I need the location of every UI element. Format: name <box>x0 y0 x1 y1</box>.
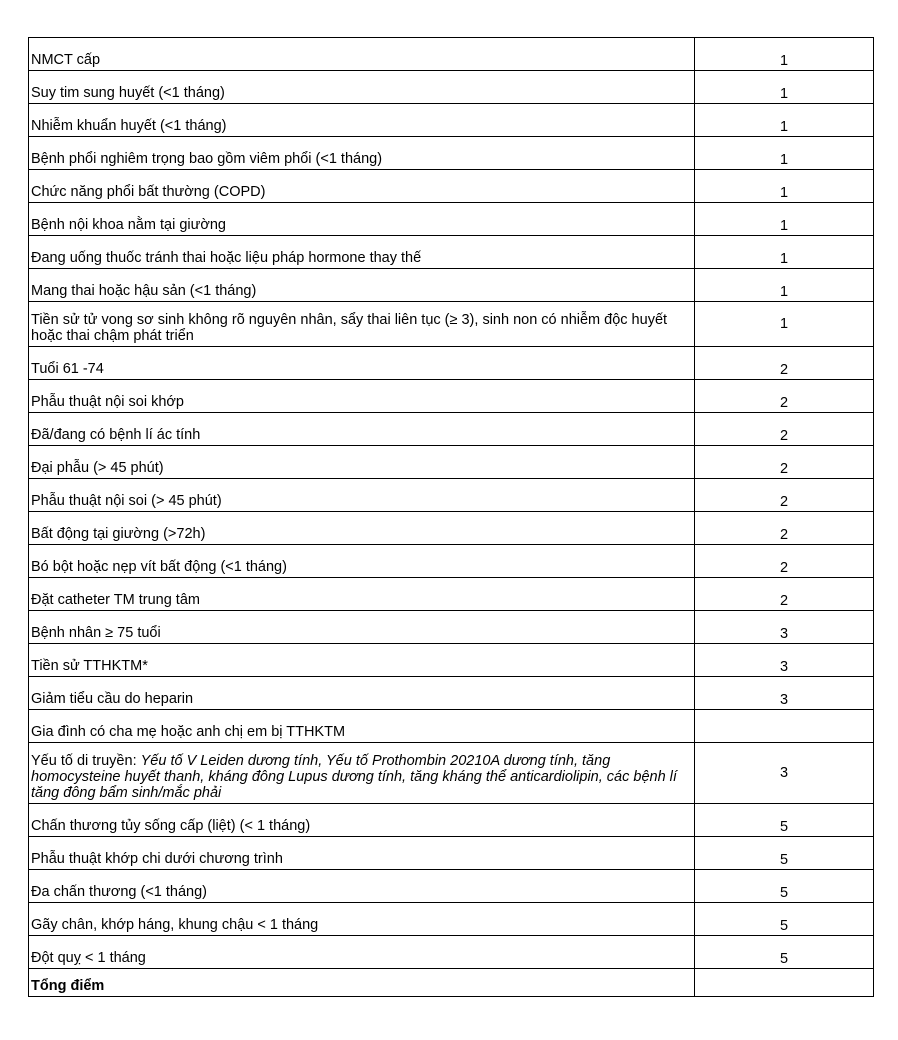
row-score: 1 <box>695 203 874 236</box>
row-score: 5 <box>695 903 874 936</box>
row-score: 2 <box>695 446 874 479</box>
row-label: Bó bột hoặc nẹp vít bất động (<1 tháng) <box>29 545 695 578</box>
row-label-genetic <box>29 743 695 804</box>
table-row <box>29 446 874 479</box>
table-row <box>29 837 874 870</box>
row-score: 5 <box>695 837 874 870</box>
table-row <box>29 104 874 137</box>
table-row <box>29 203 874 236</box>
row-label: Bất động tại giường (>72h) <box>29 512 695 545</box>
table-row <box>29 677 874 710</box>
row-label: Bệnh nội khoa nằm tại giường <box>29 203 695 236</box>
table-row <box>29 870 874 903</box>
row-label: Đột quỵ < 1 tháng <box>29 936 695 969</box>
row-label: Phẫu thuật nội soi khớp <box>29 380 695 413</box>
row-score: 3 <box>695 611 874 644</box>
row-label: Đặt catheter TM trung tâm <box>29 578 695 611</box>
row-label: Phẫu thuật nội soi (> 45 phút) <box>29 479 695 512</box>
row-score: 5 <box>695 870 874 903</box>
table-row <box>29 170 874 203</box>
row-label: Nhiễm khuẩn huyết (<1 tháng) <box>29 104 695 137</box>
table-row <box>29 236 874 269</box>
total-score <box>695 969 874 997</box>
row-score: 2 <box>695 413 874 446</box>
table-row <box>29 611 874 644</box>
row-score: 2 <box>695 347 874 380</box>
table-row-genetic <box>29 743 874 804</box>
table-row <box>29 38 874 71</box>
table-row <box>29 936 874 969</box>
row-score: 1 <box>695 71 874 104</box>
table-row <box>29 380 874 413</box>
row-label: Đã/đang có bệnh lí ác tính <box>29 413 695 446</box>
risk-score-table-body <box>29 38 874 997</box>
risk-score-table <box>28 37 874 997</box>
row-label: Đại phẫu (> 45 phút) <box>29 446 695 479</box>
row-label: Tuổi 61 -74 <box>29 347 695 380</box>
row-label: Chấn thương tủy sống cấp (liệt) (< 1 tháng) <box>29 804 695 837</box>
row-label: Suy tim sung huyết (<1 tháng) <box>29 71 695 104</box>
row-score: 2 <box>695 512 874 545</box>
row-label: Bệnh nhân ≥ 75 tuổi <box>29 611 695 644</box>
row-score: 5 <box>695 804 874 837</box>
row-score: 2 <box>695 545 874 578</box>
genetic-details: Yếu tố V Leiden dương tính, Yếu tố Prothombin 20210A dương tính, tăng homocysteine huyết thanh, kháng đông Lupus dương tính, tăng kháng thể anticardiolipin, các bệnh lí tăng đông bẩm sinh/mắc phải <box>31 753 677 801</box>
row-score: 1 <box>695 302 874 347</box>
table-row <box>29 71 874 104</box>
table-row-total <box>29 969 874 997</box>
table-row <box>29 137 874 170</box>
table-row <box>29 903 874 936</box>
row-score: 2 <box>695 578 874 611</box>
table-row <box>29 347 874 380</box>
table-row <box>29 644 874 677</box>
row-score: 3 <box>695 644 874 677</box>
row-score: 3 <box>695 677 874 710</box>
row-score-genetic: 3 <box>695 743 874 804</box>
row-label: Giảm tiểu cầu do heparin <box>29 677 695 710</box>
row-label: Tiền sử TTHKTM* <box>29 644 695 677</box>
row-score: 2 <box>695 380 874 413</box>
row-score: 1 <box>695 104 874 137</box>
row-score: 1 <box>695 170 874 203</box>
total-label: Tổng điểm <box>29 969 695 997</box>
row-label: Bệnh phổi nghiêm trọng bao gồm viêm phổi (<1 tháng) <box>29 137 695 170</box>
row-label: Phẫu thuật khớp chi dưới chương trình <box>29 837 695 870</box>
row-label: Chức năng phổi bất thường (COPD) <box>29 170 695 203</box>
table-row <box>29 545 874 578</box>
row-score: 1 <box>695 236 874 269</box>
row-label: Gãy chân, khớp háng, khung chậu < 1 tháng <box>29 903 695 936</box>
table-row <box>29 269 874 302</box>
row-label: Đa chấn thương (<1 tháng) <box>29 870 695 903</box>
row-score: 2 <box>695 479 874 512</box>
table-row <box>29 302 874 347</box>
row-label: Gia đình có cha mẹ hoặc anh chị em bị TTHKTM <box>29 710 695 743</box>
table-row <box>29 512 874 545</box>
table-row <box>29 479 874 512</box>
table-row <box>29 413 874 446</box>
row-label: NMCT cấp <box>29 38 695 71</box>
row-label: Tiền sử tử vong sơ sinh không rõ nguyên nhân, sẩy thai liên tục (≥ 3), sinh non có nhiễm độc huyết hoặc thai chậm phát triển <box>29 302 695 347</box>
table-row <box>29 804 874 837</box>
table-row <box>29 710 874 743</box>
row-score: 5 <box>695 936 874 969</box>
row-label: Mang thai hoặc hậu sản (<1 tháng) <box>29 269 695 302</box>
table-row <box>29 578 874 611</box>
row-score: 1 <box>695 269 874 302</box>
row-score <box>695 710 874 743</box>
row-score: 1 <box>695 137 874 170</box>
genetic-prefix: Yếu tố di truyền: <box>31 753 141 769</box>
row-label: Đang uống thuốc tránh thai hoặc liệu pháp hormone thay thế <box>29 236 695 269</box>
row-score: 1 <box>695 38 874 71</box>
